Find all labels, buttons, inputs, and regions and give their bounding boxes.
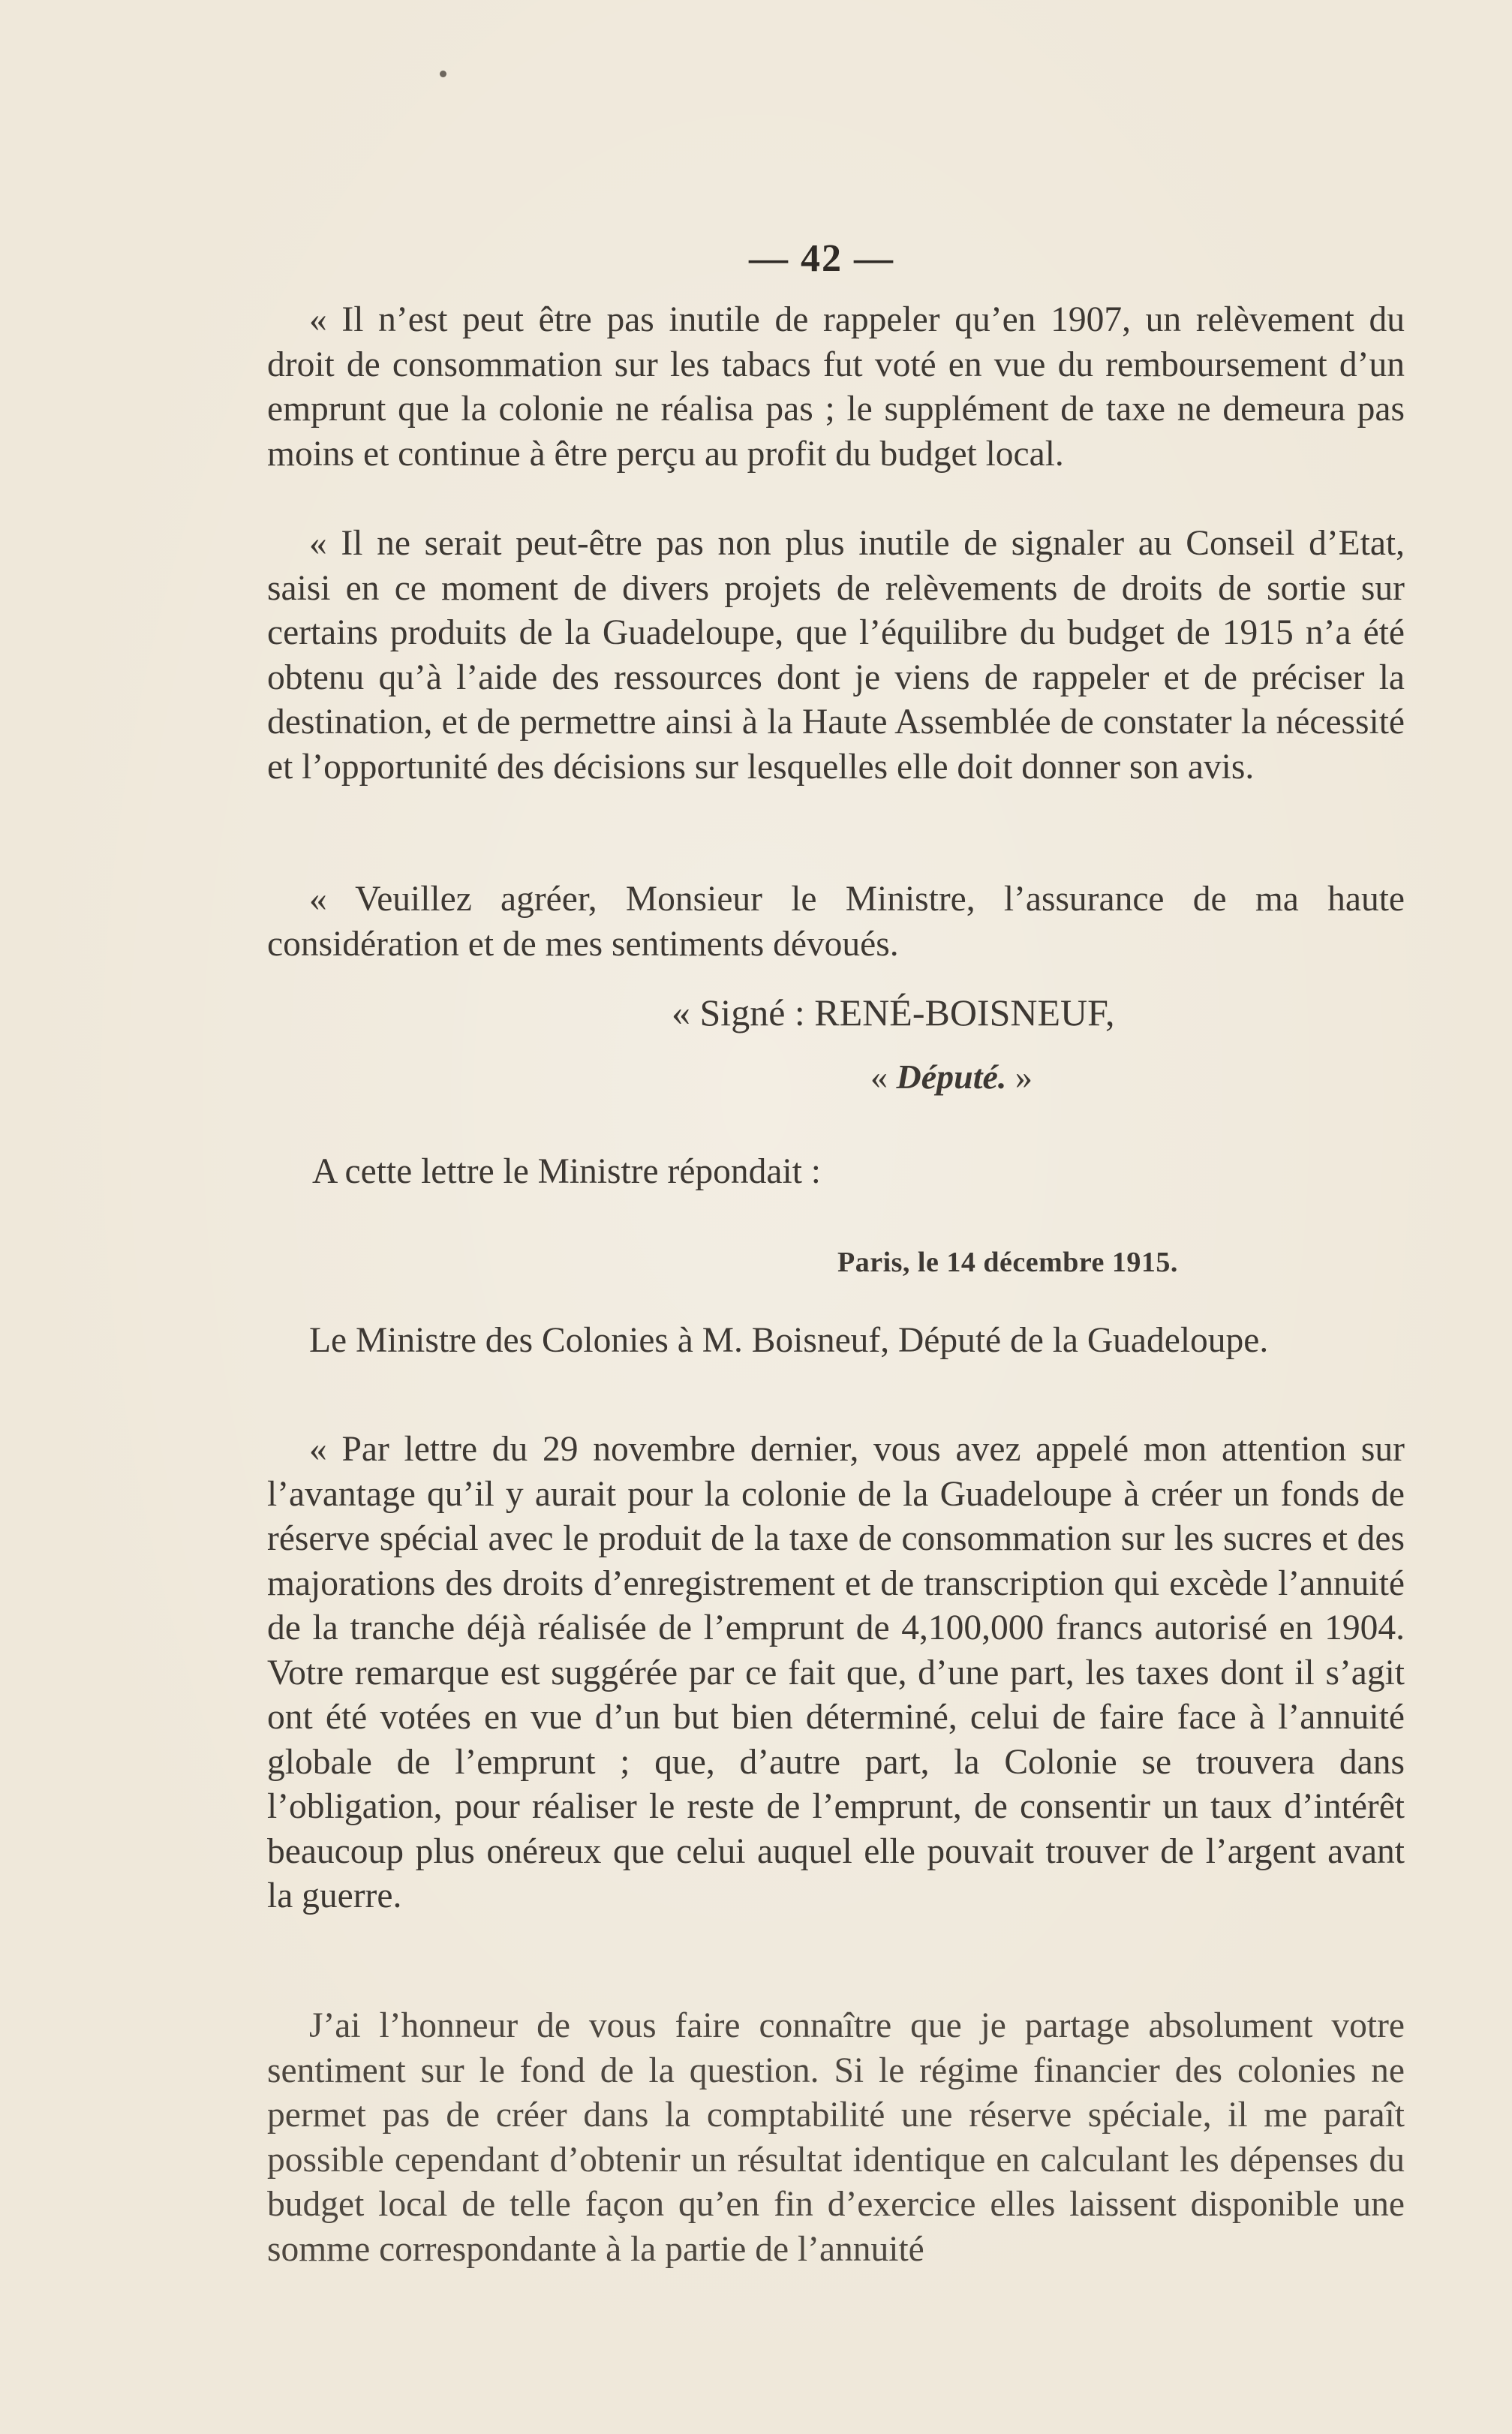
title-text: Député. (896, 1058, 1007, 1096)
paragraph-text: « Veuillez agréer, Monsieur le Ministre, l’assurance de ma haute considération et de mes sentiments dévoués. (267, 880, 1405, 964)
paragraph-text: « Il ne serait peut-être pas non plus inutile de signaler au Conseil d’Etat, saisi en ce moment de divers projets de relèvements de droits de sortie sur certains produits de la Guadeloupe, que l’équilibre du budget de 1915 n’a été obtenu qu’à l’aide des ressources dont je viens de rappeler et de préciser la destination, et de permettre ainsi à la Haute Assemblée de constater la nécessité et l’opportunité des décisions sur lesquelles elle doit donner son avis. (267, 524, 1405, 787)
reply-introduction: A cette lettre le Ministre répondait : (312, 1152, 821, 1191)
reply-paragraph-fonds-reserve (267, 1428, 1405, 1919)
page-number: — 42 — (749, 237, 894, 280)
letter-paragraph-conseil-etat (267, 522, 1405, 790)
paragraph-text: « Par lettre du 29 novembre dernier, vous avez appelé mon attention sur l’avantage qu’il y aurait pour la colonie de la Guadeloupe à créer un fonds de réserve spécial avec le produit de la taxe de consommation sur les sucres et des majorations des droits d’enregistrement et de transcription qui excède l’annuité de la tranche déjà réalisée de l’emprunt de 4,100,000 francs autorisé en 1904. Votre remarque est suggérée par ce fait que, d’une part, les taxes dont il s’agit ont été votées en vue d’un but bien déterminé, celui de faire face à l’annuité globale de l’emprunt ; que, d’autre part, la Colonie se trouvera dans l’obligation, pour réaliser le reste de l’emprunt, de consentir un taux d’intérêt beaucoup plus onéreux que celui auquel elle pouvait trouver de l’argent avant la guerre. (267, 1430, 1405, 1915)
reply-addressee (267, 1319, 1405, 1364)
reply-paragraph-avis (267, 2004, 1405, 2272)
paragraph-text: Le Ministre des Colonies à M. Boisneuf, Député de la Guadeloupe. (309, 1321, 1269, 1360)
paragraph-text: J’ai l’honneur de vous faire connaître que je partage absolument votre sentiment sur le fond de la question. Si le régime financier des colonies ne permet pas de créer dans la comptabilité une réserve spéciale, il me paraît possible cependant d’obtenir un résultat identique en calculant les dépenses du budget local de telle façon qu’en fin d’exercice elles laissent disponible une somme correspondante à la partie de l’annuité (267, 2006, 1405, 2269)
ink-speck (440, 71, 446, 77)
reply-dateline: Paris, le 14 décembre 1915. (837, 1247, 1178, 1278)
letter-signature: « Signé : RENÉ-BOISNEUF, (672, 991, 1115, 1033)
paragraph-text: « Il n’est peut être pas inutile de rappeler qu’en 1907, un relèvement du droit de consommation sur les tabacs fut voté en vue du remboursement d’un emprunt que la colonie ne réalisa pas ; le supplément de taxe ne demeura pas moins et continue à être perçu au profit du budget local. (267, 300, 1405, 474)
title-close-quote: » (1006, 1058, 1033, 1096)
letter-closing-formula (267, 877, 1405, 967)
letter-paragraph-tabacs (267, 298, 1405, 477)
title-open-quote: « (870, 1058, 897, 1096)
signatory-title (870, 1057, 1033, 1097)
